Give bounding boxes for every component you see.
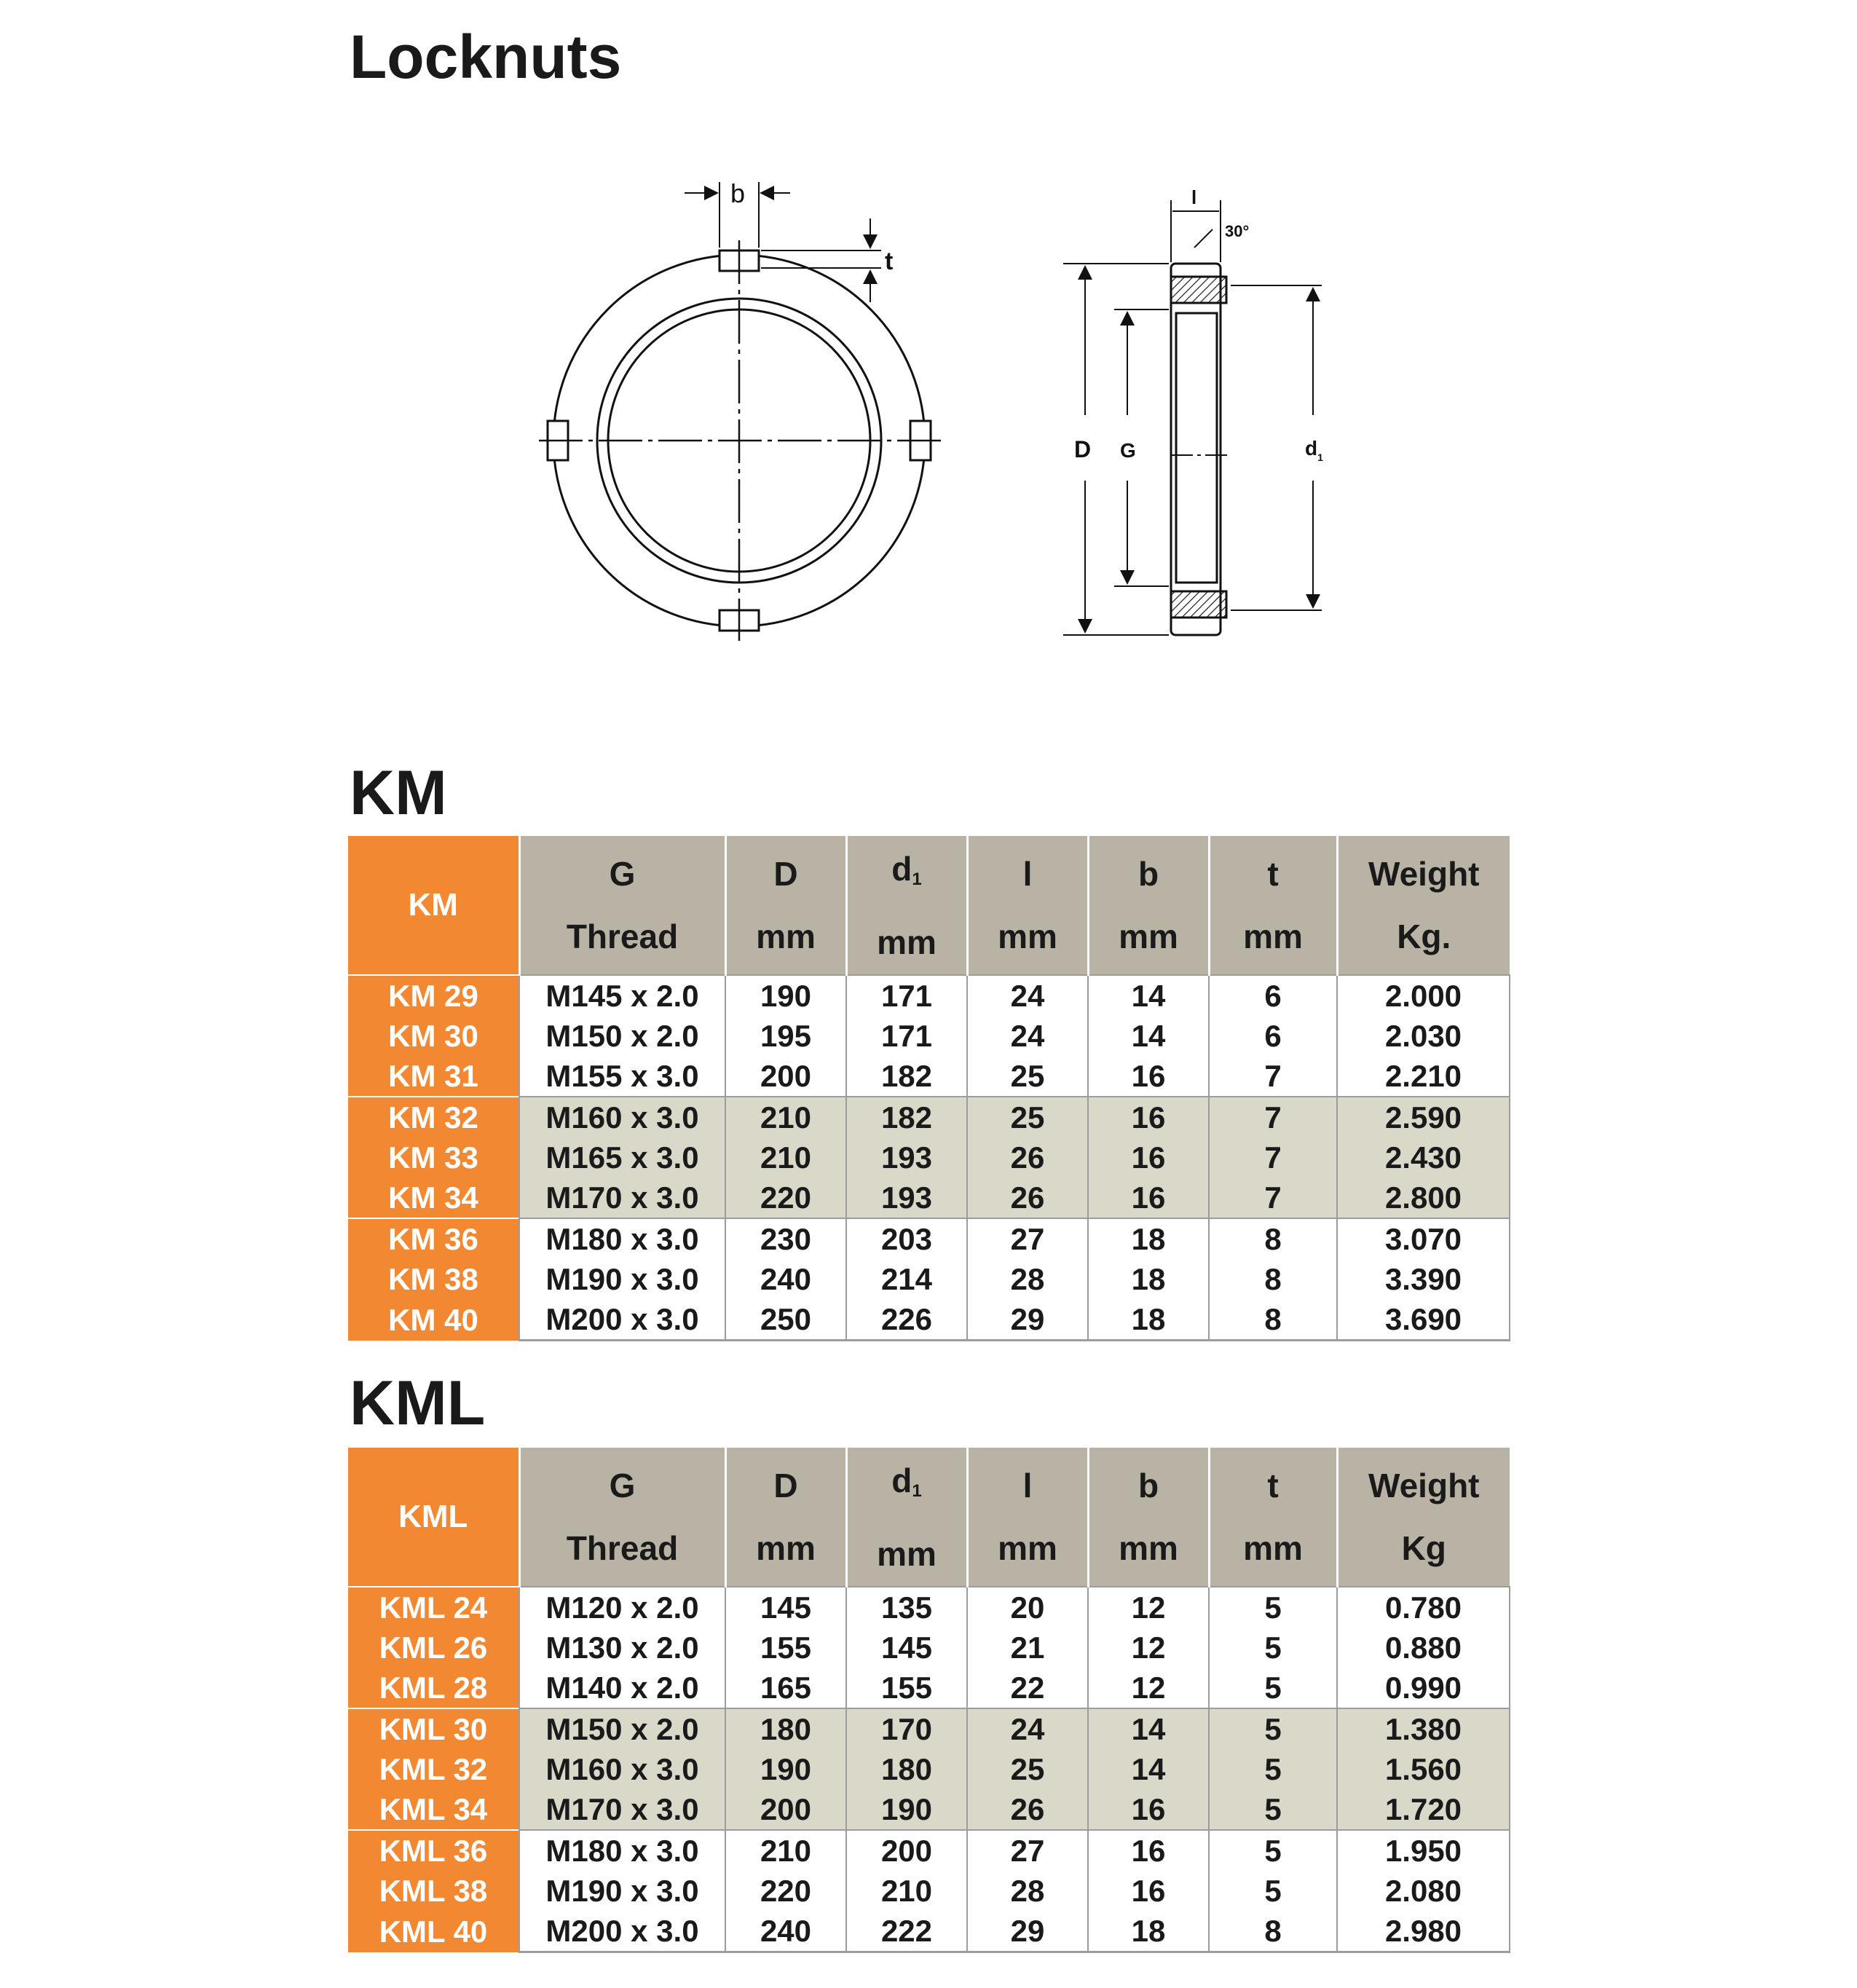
header-row — [348, 1448, 1510, 1587]
weight-cell: 3.070 — [1337, 1218, 1510, 1259]
series-cell: KM 32 — [348, 1097, 519, 1137]
series-cell: KM 31 — [348, 1056, 519, 1097]
t-cell: 5 — [1209, 1628, 1337, 1668]
b-cell: 16 — [1088, 1871, 1209, 1911]
thread-cell: M130 x 2.0 — [519, 1628, 725, 1668]
thread-cell: M160 x 3.0 — [519, 1097, 725, 1137]
side-view — [1063, 200, 1322, 635]
b-cell: 16 — [1088, 1178, 1209, 1218]
weight-cell: 2.980 — [1337, 1911, 1510, 1952]
label-angle: 30° — [1225, 222, 1250, 240]
header-t: t mm — [1209, 1448, 1337, 1587]
table-row — [348, 1056, 1510, 1097]
b-cell: 16 — [1088, 1830, 1209, 1871]
l-cell: 29 — [967, 1299, 1088, 1341]
l-cell: 29 — [967, 1911, 1088, 1952]
t-cell: 8 — [1209, 1218, 1337, 1259]
d1-cell: 135 — [846, 1587, 967, 1628]
weight-cell: 0.880 — [1337, 1628, 1510, 1668]
b-cell: 12 — [1088, 1587, 1209, 1628]
d1-cell: 210 — [846, 1871, 967, 1911]
d1-cell: 193 — [846, 1137, 967, 1178]
label-t: t — [885, 248, 894, 275]
table-row — [348, 1587, 1510, 1628]
t-cell: 5 — [1209, 1749, 1337, 1789]
d1-cell: 180 — [846, 1749, 967, 1789]
d-outer-cell: 190 — [725, 1749, 846, 1789]
d-outer-cell: 240 — [725, 1259, 846, 1299]
d-outer-cell: 210 — [725, 1830, 846, 1871]
b-cell: 18 — [1088, 1299, 1209, 1341]
l-cell: 28 — [967, 1259, 1088, 1299]
l-cell: 24 — [967, 975, 1088, 1016]
d-outer-cell: 200 — [725, 1056, 846, 1097]
header-d-outer: D mm — [725, 1448, 846, 1587]
series-cell: KM 36 — [348, 1218, 519, 1259]
weight-cell: 1.380 — [1337, 1708, 1510, 1749]
l-cell: 27 — [967, 1218, 1088, 1259]
series-cell: KML 28 — [348, 1668, 519, 1708]
d-outer-cell: 230 — [725, 1218, 846, 1259]
front-view — [539, 182, 943, 641]
b-cell: 14 — [1088, 975, 1209, 1016]
t-cell: 5 — [1209, 1830, 1337, 1871]
table-row — [348, 1299, 1510, 1341]
b-cell: 14 — [1088, 1708, 1209, 1749]
thread-cell: M140 x 2.0 — [519, 1668, 725, 1708]
b-cell: 18 — [1088, 1259, 1209, 1299]
series-cell: KML 36 — [348, 1830, 519, 1871]
d1-cell: 203 — [846, 1218, 967, 1259]
table-row — [348, 1628, 1510, 1668]
thread-cell: M200 x 3.0 — [519, 1299, 725, 1341]
l-cell: 24 — [967, 1016, 1088, 1056]
thread-cell: M165 x 3.0 — [519, 1137, 725, 1178]
l-cell: 25 — [967, 1056, 1088, 1097]
table-row — [348, 1218, 1510, 1259]
d-outer-cell: 220 — [725, 1871, 846, 1911]
t-cell: 5 — [1209, 1871, 1337, 1911]
d-outer-cell: 240 — [725, 1911, 846, 1952]
b-cell: 12 — [1088, 1628, 1209, 1668]
d-outer-cell: 165 — [725, 1668, 846, 1708]
b-cell: 16 — [1088, 1056, 1209, 1097]
d1-cell: 171 — [846, 1016, 967, 1056]
l-cell: 24 — [967, 1708, 1088, 1749]
b-cell: 18 — [1088, 1218, 1209, 1259]
weight-cell: 3.390 — [1337, 1259, 1510, 1299]
weight-cell: 2.430 — [1337, 1137, 1510, 1178]
t-cell: 6 — [1209, 1016, 1337, 1056]
d1-cell: 193 — [846, 1178, 967, 1218]
b-cell: 16 — [1088, 1097, 1209, 1137]
weight-cell: 1.720 — [1337, 1789, 1510, 1830]
table-row — [348, 1016, 1510, 1056]
weight-cell: 2.590 — [1337, 1097, 1510, 1137]
weight-cell: 2.080 — [1337, 1871, 1510, 1911]
d-outer-cell: 145 — [725, 1587, 846, 1628]
series-cell: KML 26 — [348, 1628, 519, 1668]
thread-cell: M180 x 3.0 — [519, 1830, 725, 1871]
series-cell: KML 40 — [348, 1911, 519, 1952]
km-spec-table — [348, 836, 1510, 1341]
weight-cell: 0.780 — [1337, 1587, 1510, 1628]
t-cell: 8 — [1209, 1299, 1337, 1341]
weight-cell: 1.950 — [1337, 1830, 1510, 1871]
l-cell: 26 — [967, 1178, 1088, 1218]
weight-cell: 2.000 — [1337, 975, 1510, 1016]
header-d-outer: D mm — [725, 836, 846, 975]
t-cell: 8 — [1209, 1259, 1337, 1299]
l-cell: 27 — [967, 1830, 1088, 1871]
series-cell: KML 38 — [348, 1871, 519, 1911]
header-weight: Weight Kg. — [1337, 836, 1510, 975]
table-row — [348, 1871, 1510, 1911]
d-outer-cell: 180 — [725, 1708, 846, 1749]
thread-cell: M150 x 2.0 — [519, 1708, 725, 1749]
l-cell: 25 — [967, 1097, 1088, 1137]
table-row — [348, 1749, 1510, 1789]
thread-cell: M170 x 3.0 — [519, 1789, 725, 1830]
kml-spec-table — [348, 1448, 1510, 1953]
label-l: l — [1191, 186, 1197, 208]
b-cell: 14 — [1088, 1749, 1209, 1789]
thread-cell: M160 x 3.0 — [519, 1749, 725, 1789]
header-b: b mm — [1088, 836, 1209, 975]
d1-cell: 182 — [846, 1056, 967, 1097]
thread-cell: M150 x 2.0 — [519, 1016, 725, 1056]
d1-cell: 145 — [846, 1628, 967, 1668]
header-series: KM — [348, 836, 519, 975]
table-row — [348, 975, 1510, 1016]
page-title: Locknuts — [350, 23, 622, 91]
series-cell: KM 40 — [348, 1299, 519, 1341]
header-row — [348, 836, 1510, 975]
km-section-title: KM — [350, 758, 447, 828]
label-D: D — [1074, 436, 1092, 462]
header-d1: $d_1$ mm — [846, 1448, 967, 1587]
series-cell: KM 30 — [348, 1016, 519, 1056]
series-cell: KM 34 — [348, 1178, 519, 1218]
header-t: t mm — [1209, 836, 1337, 975]
d-outer-cell: 155 — [725, 1628, 846, 1668]
l-cell: 20 — [967, 1587, 1088, 1628]
thread-cell: M190 x 3.0 — [519, 1871, 725, 1911]
series-cell: KM 29 — [348, 975, 519, 1016]
d1-cell: 171 — [846, 975, 967, 1016]
t-cell: 7 — [1209, 1137, 1337, 1178]
l-cell: 26 — [967, 1789, 1088, 1830]
weight-cell: 0.990 — [1337, 1668, 1510, 1708]
d1-cell: 214 — [846, 1259, 967, 1299]
series-cell: KM 33 — [348, 1137, 519, 1178]
kml-section-title: KML — [350, 1368, 486, 1438]
header-weight: Weight Kg — [1337, 1448, 1510, 1587]
series-cell: KML 24 — [348, 1587, 519, 1628]
t-cell: 8 — [1209, 1911, 1337, 1952]
table-row — [348, 1259, 1510, 1299]
d-outer-cell: 195 — [725, 1016, 846, 1056]
l-cell: 22 — [967, 1668, 1088, 1708]
header-l: l mm — [967, 836, 1088, 975]
b-cell: 12 — [1088, 1668, 1209, 1708]
d-outer-cell: 190 — [725, 975, 846, 1016]
thread-cell: M190 x 3.0 — [519, 1259, 725, 1299]
d-outer-cell: 210 — [725, 1097, 846, 1137]
l-cell: 25 — [967, 1749, 1088, 1789]
label-b: b — [730, 178, 746, 208]
b-cell: 16 — [1088, 1789, 1209, 1830]
table-row — [348, 1178, 1510, 1218]
b-cell: 16 — [1088, 1137, 1209, 1178]
weight-cell: 2.030 — [1337, 1016, 1510, 1056]
d1-cell: 155 — [846, 1668, 967, 1708]
thread-cell: M170 x 3.0 — [519, 1178, 725, 1218]
weight-cell: 2.210 — [1337, 1056, 1510, 1097]
thread-cell: M155 x 3.0 — [519, 1056, 725, 1097]
series-cell: KML 34 — [348, 1789, 519, 1830]
t-cell: 5 — [1209, 1708, 1337, 1749]
d1-cell: 190 — [846, 1789, 967, 1830]
d-outer-cell: 210 — [725, 1137, 846, 1178]
table-row — [348, 1789, 1510, 1830]
series-cell: KM 38 — [348, 1259, 519, 1299]
km-table-body — [348, 975, 1510, 1341]
weight-cell: 3.690 — [1337, 1299, 1510, 1341]
l-cell: 21 — [967, 1628, 1088, 1668]
d-outer-cell: 200 — [725, 1789, 846, 1830]
d-outer-cell: 220 — [725, 1178, 846, 1218]
table-row — [348, 1097, 1510, 1137]
d1-cell: 200 — [846, 1830, 967, 1871]
table-row — [348, 1668, 1510, 1708]
header-thread: G Thread — [519, 836, 725, 975]
header-series: KML — [348, 1448, 519, 1587]
l-cell: 26 — [967, 1137, 1088, 1178]
label-G: G — [1120, 439, 1136, 462]
b-cell: 18 — [1088, 1911, 1209, 1952]
t-cell: 5 — [1209, 1789, 1337, 1830]
header-l: l mm — [967, 1448, 1088, 1587]
table-row — [348, 1708, 1510, 1749]
label-d1: $d_1$ — [1305, 437, 1323, 463]
thread-cell: M200 x 3.0 — [519, 1911, 725, 1952]
l-cell: 28 — [967, 1871, 1088, 1911]
thread-cell: M180 x 3.0 — [519, 1218, 725, 1259]
thread-cell: M120 x 2.0 — [519, 1587, 725, 1628]
t-cell: 7 — [1209, 1056, 1337, 1097]
t-cell: 7 — [1209, 1178, 1337, 1218]
t-cell: 6 — [1209, 975, 1337, 1016]
locknut-technical-drawing — [510, 160, 1384, 670]
weight-cell: 2.800 — [1337, 1178, 1510, 1218]
t-cell: 5 — [1209, 1587, 1337, 1628]
header-d1: $d_1$ mm — [846, 836, 967, 975]
kml-table-body — [348, 1587, 1510, 1952]
thread-cell: M145 x 2.0 — [519, 975, 725, 1016]
header-b: b mm — [1088, 1448, 1209, 1587]
table-row — [348, 1911, 1510, 1952]
table-row — [348, 1137, 1510, 1178]
table-row — [348, 1830, 1510, 1871]
d1-cell: 170 — [846, 1708, 967, 1749]
weight-cell: 1.560 — [1337, 1749, 1510, 1789]
t-cell: 5 — [1209, 1668, 1337, 1708]
d1-cell: 182 — [846, 1097, 967, 1137]
header-thread: G Thread — [519, 1448, 725, 1587]
series-cell: KML 30 — [348, 1708, 519, 1749]
d1-cell: 222 — [846, 1911, 967, 1952]
d1-cell: 226 — [846, 1299, 967, 1341]
b-cell: 14 — [1088, 1016, 1209, 1056]
d-outer-cell: 250 — [725, 1299, 846, 1341]
series-cell: KML 32 — [348, 1749, 519, 1789]
t-cell: 7 — [1209, 1097, 1337, 1137]
